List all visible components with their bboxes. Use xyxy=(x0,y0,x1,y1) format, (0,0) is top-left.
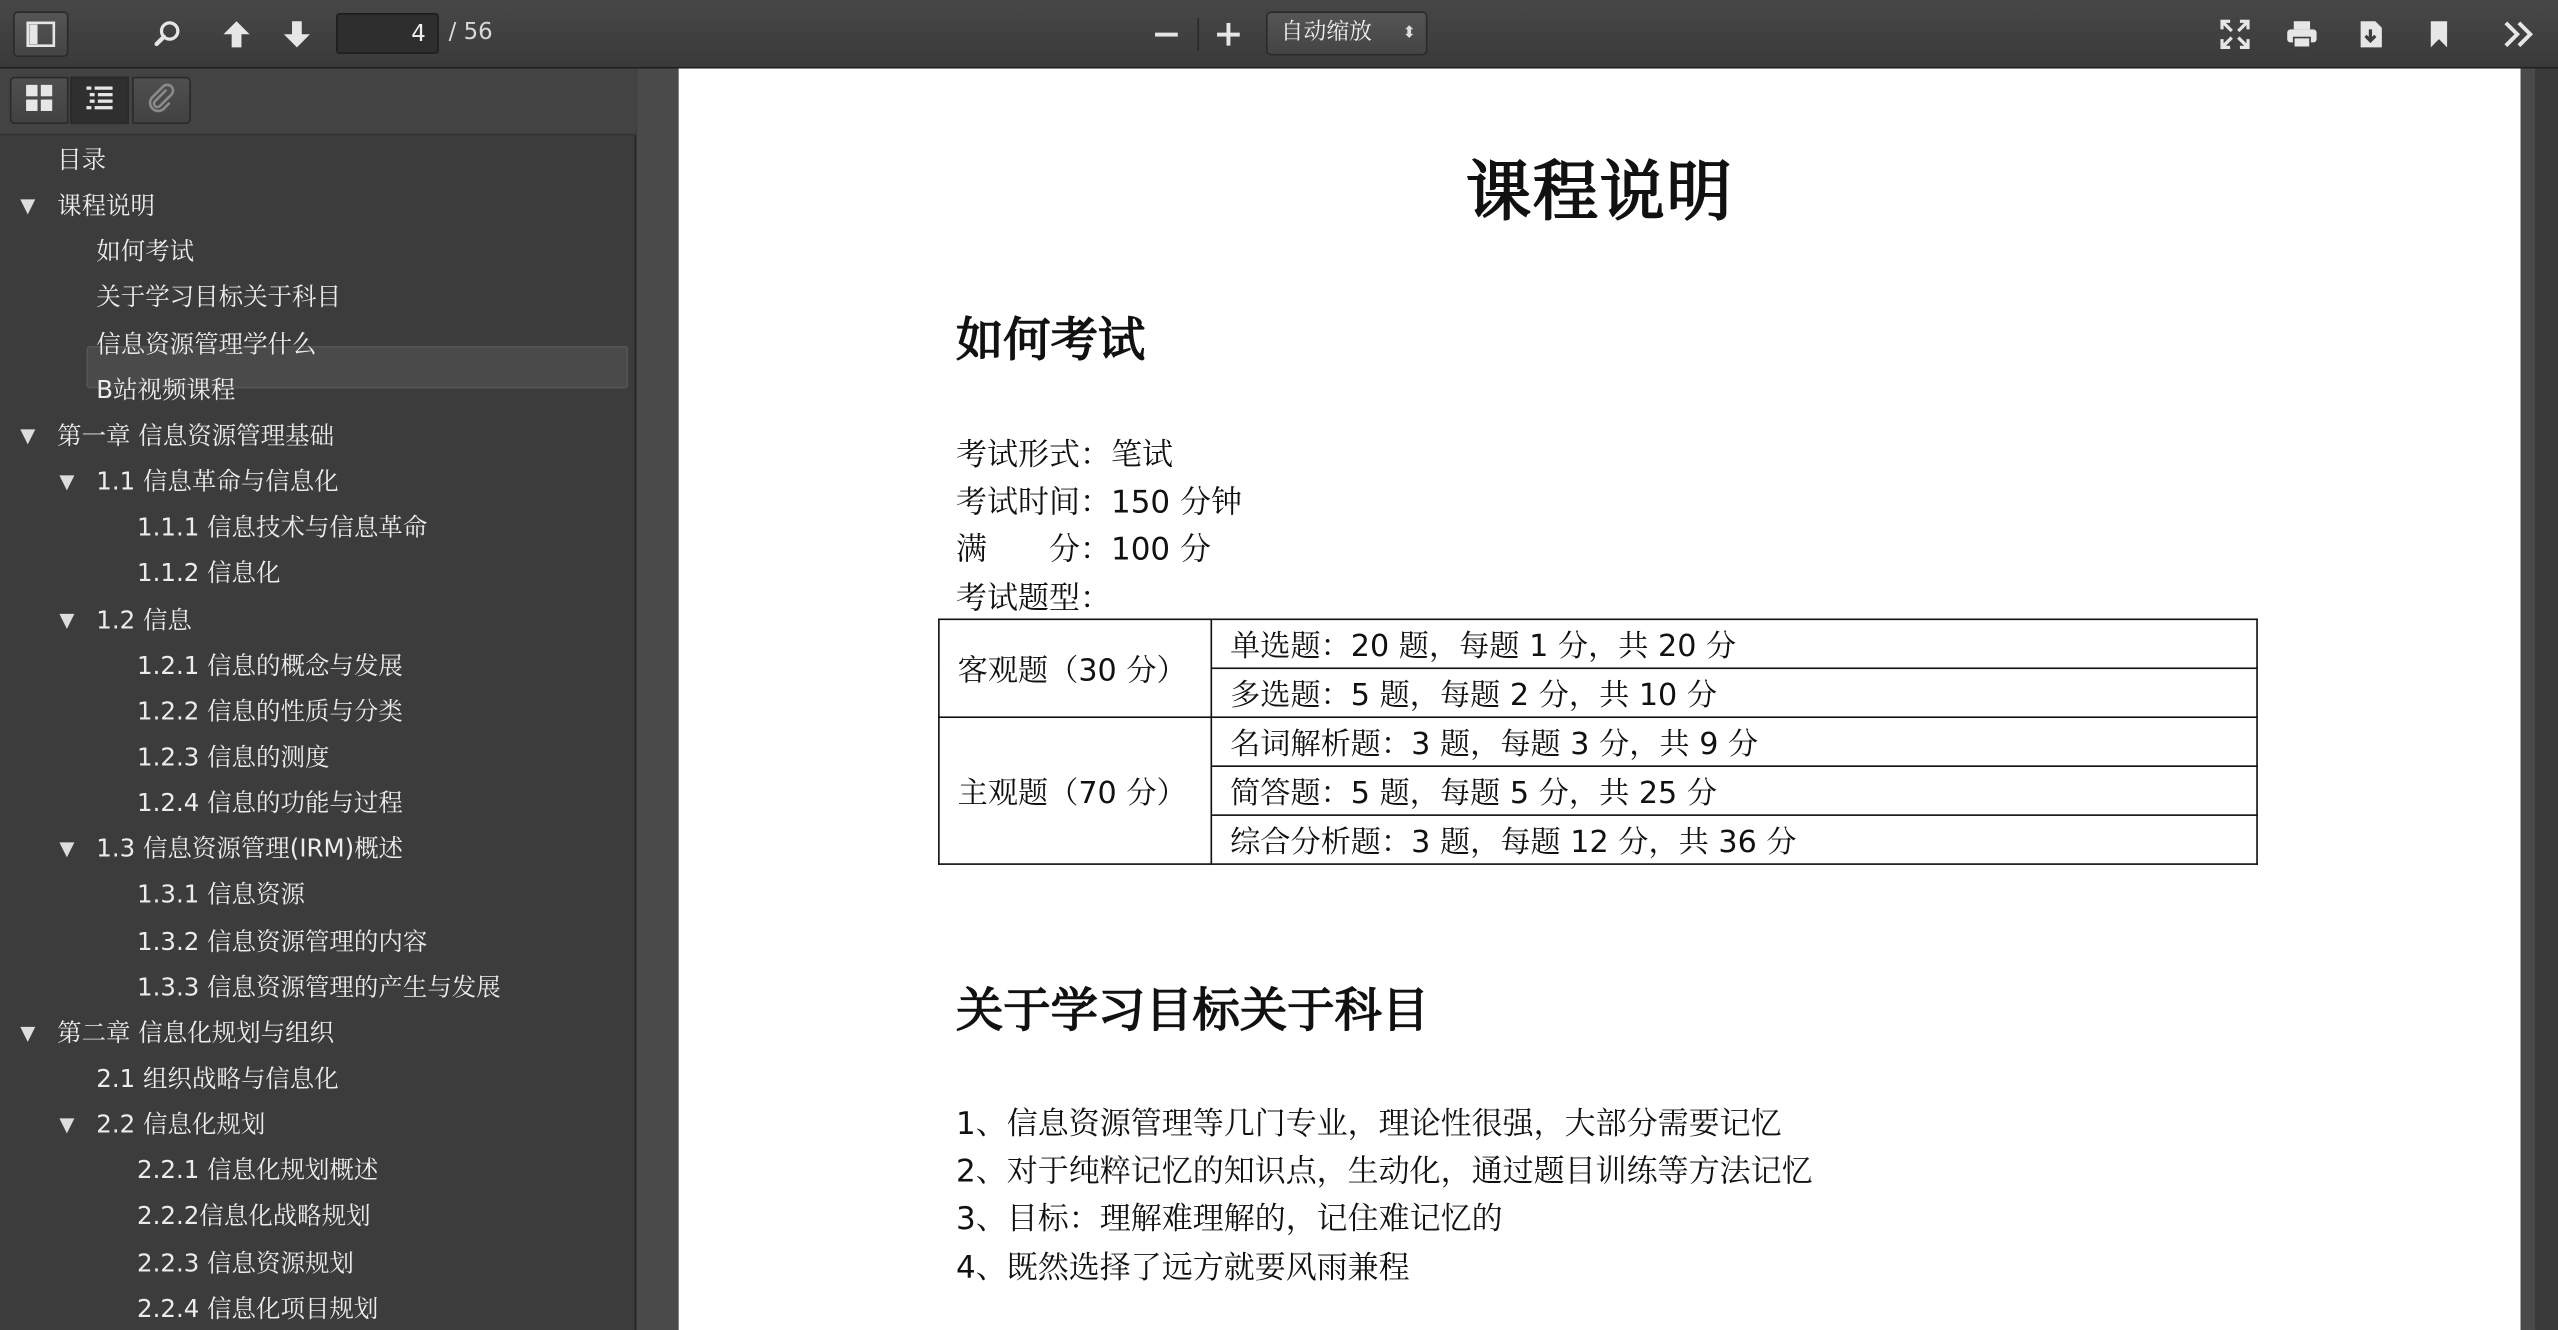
outline-item[interactable] xyxy=(137,1243,354,1282)
page-count: / 56 xyxy=(448,19,493,46)
outline-item-label: 2.1 组织战略与信息化 xyxy=(96,1063,339,1094)
outline-item[interactable] xyxy=(137,692,403,731)
table-cell-subjective: 主观题（70 分） xyxy=(939,717,1211,864)
arrow-down-icon xyxy=(282,20,311,49)
outline-item[interactable] xyxy=(137,738,329,777)
expand-toggle-icon[interactable]: ▼ xyxy=(20,194,36,218)
tab-attachments[interactable] xyxy=(132,77,191,124)
next-page-button[interactable] xyxy=(277,11,316,57)
outline-item[interactable] xyxy=(137,875,305,914)
outline-item[interactable] xyxy=(96,232,194,271)
plus-icon xyxy=(1217,23,1240,46)
outline-item[interactable] xyxy=(59,600,192,639)
outline-icon xyxy=(85,82,114,118)
sidebar-toggle-icon xyxy=(26,21,55,47)
outline-item[interactable] xyxy=(96,324,316,363)
print-icon xyxy=(2286,20,2319,49)
outline-item[interactable] xyxy=(96,278,341,317)
outline-item[interactable] xyxy=(137,508,427,547)
presentation-mode-button[interactable] xyxy=(2215,11,2254,57)
outline-item-label: 如何考试 xyxy=(96,237,195,267)
outline-item-label: 目录 xyxy=(57,145,107,175)
outline-item-label: 1.3 信息资源管理(IRM)概述 xyxy=(96,834,404,864)
page-scrollbar[interactable] xyxy=(2535,69,2558,1330)
section-heading-exam: 如何考试 xyxy=(956,311,1146,368)
table-cell: 名词解析题：3 题，每题 3 分，共 9 分 xyxy=(1211,717,2257,766)
tools-button[interactable] xyxy=(2496,11,2542,57)
table-cell: 多选题：5 题，每题 2 分，共 10 分 xyxy=(1211,668,2257,717)
tab-thumbnails[interactable] xyxy=(10,77,69,124)
table-row xyxy=(939,619,2257,668)
outline-item[interactable] xyxy=(137,1197,371,1236)
outline-item[interactable] xyxy=(137,921,427,960)
outline-item-label: 2.2.3 信息资源规划 xyxy=(137,1247,354,1278)
download-button[interactable] xyxy=(2351,11,2390,57)
expand-toggle-icon[interactable]: ▼ xyxy=(59,1113,75,1137)
outline-item-label: 2.2.4 信息化项目规划 xyxy=(137,1293,379,1324)
outline-item[interactable] xyxy=(59,1105,266,1144)
table-cell-objective: 客观题（30 分） xyxy=(939,619,1211,717)
outline-item[interactable] xyxy=(96,370,235,409)
fullscreen-icon xyxy=(2220,20,2249,49)
outline-item[interactable] xyxy=(57,140,106,179)
document-viewer[interactable] xyxy=(638,69,2558,1330)
outline-item[interactable] xyxy=(20,1013,335,1052)
section-heading-goals: 关于学习目标关于科目 xyxy=(956,982,1430,1038)
outline-item[interactable] xyxy=(137,554,280,593)
paperclip-icon xyxy=(147,82,176,118)
outline-item[interactable] xyxy=(137,1289,378,1328)
exam-time-line: 考试时间：150 分钟 xyxy=(956,484,1243,521)
exam-format-line: 考试形式：笔试 xyxy=(956,437,1174,474)
table-cell: 简答题：5 题，每题 5 分，共 25 分 xyxy=(1211,766,2257,815)
search-button[interactable] xyxy=(148,11,187,57)
outline-item-label: 1.1.1 信息技术与信息革命 xyxy=(137,512,428,543)
outline-item-label: B站视频课程 xyxy=(96,374,236,405)
zoom-in-button[interactable] xyxy=(1210,11,1246,57)
outline-item[interactable] xyxy=(137,1151,378,1190)
expand-toggle-icon[interactable]: ▼ xyxy=(59,470,75,493)
outline-item[interactable] xyxy=(20,416,335,455)
outline-item[interactable] xyxy=(137,783,403,822)
outline-item[interactable] xyxy=(59,462,339,501)
outline-item[interactable] xyxy=(96,1059,338,1098)
outline-item-label: 1.3.3 信息资源管理的产生与发展 xyxy=(137,972,501,1002)
outline-item[interactable] xyxy=(137,967,501,1006)
table-cell: 综合分析题：3 题，每题 12 分，共 36 分 xyxy=(1211,815,2257,864)
toolbar-divider xyxy=(1197,18,1199,51)
exam-types-line: 考试题型： xyxy=(956,580,1112,617)
goal-line-2: 2、对于纯粹记忆的知识点，生动化，通过题目训练等方法记忆 xyxy=(956,1153,1813,1190)
page-title: 课程说明 xyxy=(1465,155,1734,231)
outline-item-label: 关于学习目标关于科目 xyxy=(96,283,341,313)
outline-item-label: 1.3.1 信息资源 xyxy=(137,880,305,910)
sidebar-view-tabs xyxy=(0,69,636,136)
outline-item[interactable] xyxy=(137,646,403,685)
expand-toggle-icon[interactable]: ▼ xyxy=(20,1021,36,1045)
outline-item-label: 1.1 信息革命与信息化 xyxy=(96,466,339,497)
outline-item-label: 1.2.4 信息的功能与过程 xyxy=(137,788,403,818)
zoom-select-value: 自动缩放 xyxy=(1280,19,1373,46)
arrow-up-icon xyxy=(222,20,251,49)
outline-item-label: 课程说明 xyxy=(57,191,156,221)
exam-type-table xyxy=(938,618,2258,864)
goal-line-4: 4、既然选择了远方就要风雨兼程 xyxy=(956,1250,1410,1286)
zoom-out-button[interactable] xyxy=(1149,11,1185,57)
outline-item-label: 1.2.2 信息的性质与分类 xyxy=(137,696,403,726)
document-page xyxy=(679,69,2521,1330)
outline-item[interactable] xyxy=(59,829,404,868)
outline-item-label: 1.2 信息 xyxy=(96,604,192,634)
outline-item-label: 第一章 信息资源管理基础 xyxy=(57,420,335,451)
outline-item-label: 2.2.1 信息化规划概述 xyxy=(137,1155,379,1186)
outline-item-label: 1.2.1 信息的概念与发展 xyxy=(137,650,403,680)
print-button[interactable] xyxy=(2281,11,2323,57)
table-cell: 单选题：20 题，每题 1 分，共 20 分 xyxy=(1211,619,2257,668)
minus-icon xyxy=(1155,23,1178,46)
outline-item-label: 1.2.3 信息的测度 xyxy=(137,742,330,772)
sidebar xyxy=(0,69,636,1330)
expand-toggle-icon[interactable]: ▼ xyxy=(59,837,75,861)
goal-line-3: 3、目标：理解难理解的，记住难记忆的 xyxy=(956,1201,1503,1237)
outline-item-label: 1.3.2 信息资源管理的内容 xyxy=(137,926,428,956)
outline-item-label: 信息资源管理学什么 xyxy=(96,328,317,359)
goal-line-1: 1、信息资源管理等几门专业，理论性很强，大部分需要记忆 xyxy=(956,1106,1782,1143)
table-row xyxy=(939,717,2257,766)
outline-item-label: 2.2 信息化规划 xyxy=(96,1109,266,1140)
page-number-input[interactable] xyxy=(336,13,439,54)
download-icon xyxy=(2357,20,2383,49)
select-caret-icon: ⬍ xyxy=(1402,24,1417,43)
exam-score-line: 满 分：100 分 xyxy=(956,531,1212,568)
expand-toggle-icon[interactable]: ▼ xyxy=(59,607,75,631)
zoom-select[interactable] xyxy=(1266,11,1428,55)
outline-item-label: 1.1.2 信息化 xyxy=(137,558,281,589)
outline-item[interactable] xyxy=(20,186,156,225)
tab-outline[interactable] xyxy=(70,77,129,124)
expand-toggle-icon[interactable]: ▼ xyxy=(20,424,36,447)
toolbar xyxy=(0,0,2558,69)
bookmark-button[interactable] xyxy=(2421,11,2457,57)
previous-page-button[interactable] xyxy=(217,11,256,57)
outline-item-label: 第二章 信息化规划与组织 xyxy=(57,1018,335,1048)
thumbnails-icon xyxy=(24,82,53,118)
double-chevron-right-icon xyxy=(2503,20,2536,49)
sidebar-toggle-button[interactable] xyxy=(13,11,68,57)
search-icon xyxy=(153,20,182,49)
bookmark-icon xyxy=(2429,20,2449,49)
outline-item-label: 2.2.2信息化战略规划 xyxy=(137,1201,371,1232)
